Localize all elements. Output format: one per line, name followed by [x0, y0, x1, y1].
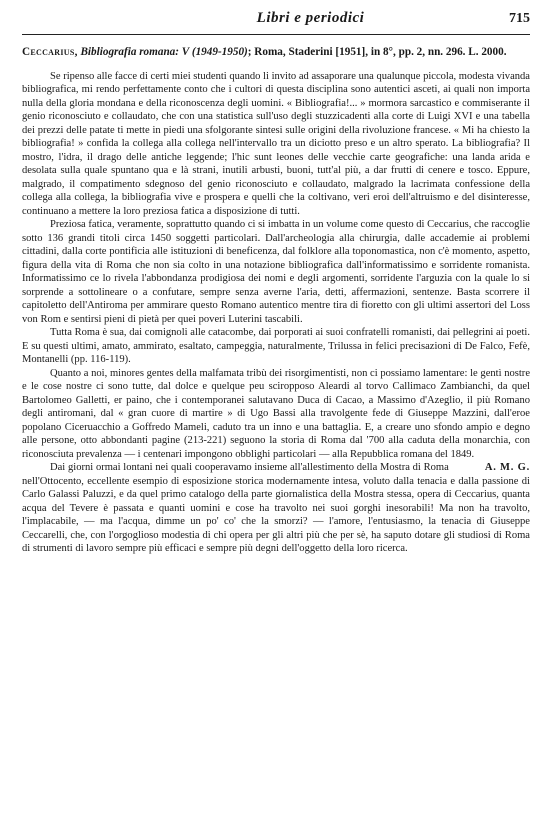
- review-paragraph-last: [22, 461, 530, 556]
- review-paragraph: Preziosa fatica, veramente, soprattutto quando ci si imbatta in un volume come questo di Ceccarius, che raccoglie sotto 136 grandi titoli circa 1450 soggetti particolari. Dall'archeologia alla chirurgia, dalle accademie ai problemi cittadini, dalla corte pontificia alle istituzioni di beneficenza, dal folklore alla toponomastica, non c'è momento, aspetto, figura della vita di Roma che non sia colto in una notazione bibliografica dall'informatissimo e sorridente romanista. Informatissimo ce lo rivela l'abbondanza prodigiosa dei nomi e degli argomenti, sorridente l'arguzia con la quale lo si sorprende a sottolineare o a confutare, sempre senza averne l'aria, detti, affermazioni, sentenze. Basta scorrere il capitoletto dell'Antiroma per ammirare questo Romano autentico mentre tira di fioretto con gli ultimi assertori del Loss von Rom e sentirsi pieni di pietà per quei poveri Luterini tascabili.: [22, 219, 530, 325]
- citation-details: ; Roma, Staderini [1951], in 8°, pp. 2, nn. 296. L. 2000.: [247, 46, 507, 58]
- citation-title: Bibliografia romana: V (1949-1950): [80, 46, 248, 58]
- review-body: [22, 70, 530, 556]
- review-paragraph: Quanto a noi, minores gentes della malfamata tribù dei risorgimentisti, non ci possiamo lamentare: le gentì nostre e le cose nostre ci sono tutte, dal dolce e quelque peu sciropposo Aleardi al torvo Callimaco Zambianchi, da quel Bartolomeo Galletti, er paino, che i contemporanei salutavano Duca di Cacao, a Massimo d'Azeglio, il più Romano degli antiromani, dal « gran cuore di martire » di Ugo Bassi alla travolgente fede di Giuseppe Mazzini, dall'eroe popolano Ciceruacchio a Goffredo Mameli, caduto tra un inno e una battaglia. E, a creare uno sfondo ampio e degno alle persone, otto abbondanti pagine (213-221) seguono la storia di Roma dal '700 alla caduta della monarchia, con riconosciuta prevalenza — i centenari impongono obblighi particolari — alla Repubblica romana del 1849.: [22, 367, 530, 460]
- citation-author: Ceccarius,: [22, 46, 78, 58]
- book-citation: [22, 45, 530, 60]
- reviewer-signature: A. M. G.: [484, 462, 530, 473]
- review-paragraph: Se ripenso alle facce di certi miei studenti quando li invito ad assaporare una qualunque piccola, modesta vivanda bibliografica, mi rendo perfettamente conto che i cultori di questa disciplina sono autentici asceti, ai quali non importa nulla della gloria mondana e della riconoscenza degli uomini. « Bibliografia!... » mormora sarcastico e commiserante il genio riconosciuto e collaudato, che con una statistica sull'uso degli stuzzicadenti alla corte di Luigi XVI e una tabella dei prezzi delle patate ti mette in piedi una sfolgorante sintesi sulle origini della rivoluzione francese. « Mi ha chiesto la bibliografia! » confida la collega alla collega nell'intervallo tra un diciotto preso e un altro sperato. La bibliografia? Il mostro, l'idra, il drago delle antiche leggende; l'hic sunt leones delle vecchie carte geografiche: una landa arida e desolata sulla quale spuntano qua e là strani, inutili arbusti, buoni, tutt'al più, a dar frutti di cenere e tosco. Eppure, malgrado, il compatimento sdegnoso del genio riconosciuto e collaudato, malgrado la lacrimata confessione della collega alla collega, la bibliografia vive e prospera e quelli che la coltivano, veri eroi dell'altruismo e del disinteresse, continuano a mettere la loro preziosa fatica a disposizione di tutti.: [22, 70, 530, 217]
- review-paragraph-text: Dai giorni ormai lontani nei quali cooperavamo insieme all'allestimento della Mostra di Roma nell'Ottocento, eccellente esempio di esposizione storica modernamente intesa, voluto dalla tenacia e dalla passione di Carlo Galassi Paluzzi, e da quel primo catalogo della parte giornalistica della Mostra stessa, opera di Ceccarius, quanta acqua del Tevere è passata e quanti uomini e cose ha travolto nei suoi gorghi inesorabili! Ma non ha travolto, l'implacabile, — ma l'acqua, dimme un po' co' che la smorzi? — l'amore, l'entusiasmo, la tenacia di Giuseppe Ceccarelli, che, con l'orgoglioso modestia di chi opera per gli altri più che per sè, ha saputo dotare gli studiosi di Roma di strumenti di lavoro sempre più efficaci e sempre più degni dell'oggetto della loro ricerca.: [22, 462, 530, 554]
- running-title: Libri e periodici: [256, 10, 365, 26]
- running-head: [22, 10, 530, 35]
- journal-page: [22, 10, 530, 556]
- page-number: 715: [509, 11, 530, 26]
- review-paragraph: Tutta Roma è sua, dai comignoli alle catacombe, dai porporati ai suoi confratelli romanisti, dai pellegrini ai poeti. E su questi ultimi, amato, ammirato, esaltato, campeggia, naturalmente, Trilussa in felici precisazioni di De Falco, Fefè, Montanelli (pp. 116-119).: [22, 327, 530, 365]
